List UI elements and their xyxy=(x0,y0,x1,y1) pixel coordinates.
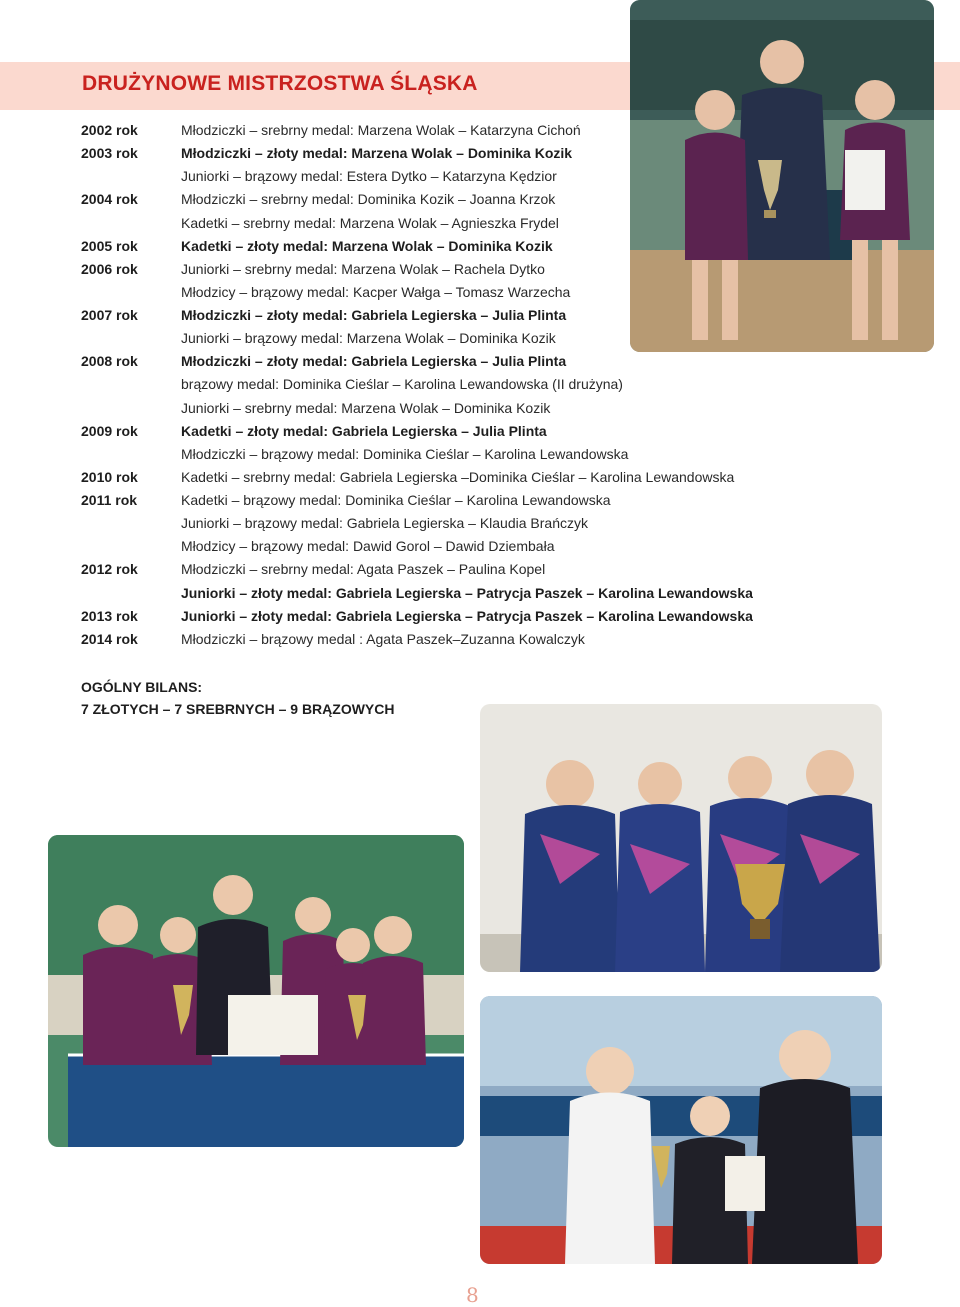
result-text: Kadetki – brązowy medal: Dominika Cieślar – Karolina Lewandowska xyxy=(181,492,611,509)
summary-totals: 7 ZŁOTYCH – 7 SREBRNYCH – 9 BRĄZOWYCH xyxy=(81,701,395,717)
photo-four-players-with-trophy xyxy=(480,704,882,972)
result-text: Juniorki – srebrny medal: Marzena Wolak – Rachela Dytko xyxy=(181,260,545,277)
result-year: 2014 rok xyxy=(81,630,138,647)
result-text: Juniorki – brązowy medal: Estera Dytko – Katarzyna Kędzior xyxy=(181,168,557,185)
result-text: Młodziczki – srebrny medal: Agata Paszek – Paulina Kopel xyxy=(181,561,546,578)
result-text: Juniorki – brązowy medal: Gabriela Legierska – Klaudia Brańczyk xyxy=(181,515,588,532)
result-text: Kadetki – srebrny medal: Marzena Wolak – Agnieszka Frydel xyxy=(181,214,559,231)
photo-coach-with-two-players xyxy=(630,0,934,352)
result-text: Młodziczki – brązowy medal: Dominika Cieślar – Karolina Lewandowska xyxy=(181,445,629,462)
result-text: Młodzicy – brązowy medal: Kacper Wałga – Tomasz Warzecha xyxy=(181,283,571,300)
result-year: 2013 rok xyxy=(81,607,138,624)
result-text: Kadetki – złoty medal: Marzena Wolak – Dominika Kozik xyxy=(181,237,553,254)
photo-team-at-table xyxy=(48,835,464,1147)
result-text: brązowy medal: Dominika Cieślar – Karolina Lewandowska (II drużyna) xyxy=(181,376,623,393)
result-year: 2003 rok xyxy=(81,145,138,162)
result-text: Juniorki – złoty medal: Gabriela Legierska – Patrycja Paszek – Karolina Lewandowska xyxy=(181,607,753,624)
result-year: 2012 rok xyxy=(81,561,138,578)
result-year: 2005 rok xyxy=(81,237,138,254)
result-text: Młodziczki – srebrny medal: Dominika Kozik – Joanna Krzok xyxy=(181,191,556,208)
result-year: 2008 rok xyxy=(81,353,138,370)
result-year: 2006 rok xyxy=(81,260,138,277)
result-text: Kadetki – srebrny medal: Gabriela Legierska –Dominika Cieślar – Karolina Lewandowska xyxy=(181,468,735,485)
result-year: 2002 rok xyxy=(81,122,138,138)
result-text: Młodziczki – złoty medal: Marzena Wolak – Dominika Kozik xyxy=(181,145,573,162)
result-text: Młodziczki – złoty medal: Gabriela Legierska – Julia Plinta xyxy=(181,307,567,324)
result-text: Kadetki – złoty medal: Gabriela Legierska – Julia Plinta xyxy=(181,422,547,439)
result-text: Juniorki – złoty medal: Gabriela Legierska – Patrycja Paszek – Karolina Lewandowska xyxy=(181,584,753,601)
result-text: Młodzicy – brązowy medal: Dawid Gorol – Dawid Dziembała xyxy=(181,538,555,555)
result-year: 2007 rok xyxy=(81,307,138,324)
overall-summary xyxy=(81,676,394,720)
result-text: Juniorki – srebrny medal: Marzena Wolak – Dominika Kozik xyxy=(181,399,551,416)
result-year: 2004 rok xyxy=(81,191,138,208)
page-number: 8 xyxy=(466,1283,479,1307)
page-title: DRUŻYNOWE MISTRZOSTWA ŚLĄSKA xyxy=(82,72,478,95)
result-text: Juniorki – brązowy medal: Marzena Wolak – Dominika Kozik xyxy=(181,330,556,347)
result-text: Młodziczki – brązowy medal : Agata Paszek–Zuzanna Kowalczyk xyxy=(181,630,585,647)
photo-coach-with-two-boys xyxy=(480,996,882,1264)
summary-heading: OGÓLNY BILANS: xyxy=(81,679,203,695)
result-text: Młodziczki – srebrny medal: Marzena Wolak – Katarzyna Cichoń xyxy=(181,122,581,138)
result-year: 2010 rok xyxy=(81,468,138,485)
result-year: 2011 rok xyxy=(81,492,138,509)
result-year: 2009 rok xyxy=(81,422,138,439)
result-text: Młodziczki – złoty medal: Gabriela Legierska – Julia Plinta xyxy=(181,353,567,370)
